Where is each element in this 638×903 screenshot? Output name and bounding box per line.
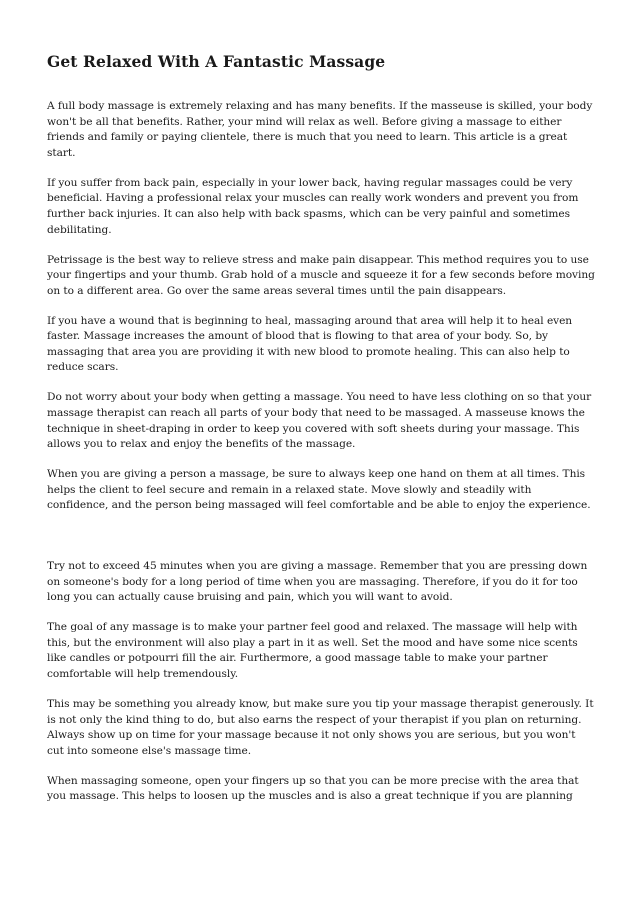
- paragraph-1: A full body massage is extremely relaxing and has many benefits. If the masseuse is skilled, your body won't be all that benefits. Rather, your mind will relax as well. Before giving a massage to either friends and family or paying clientele, there is much that you need to learn. This article is a great start.: [47, 100, 593, 159]
- paragraph-8: The goal of any massage is to make your partner feel good and relaxed. The massage will help with this, but the environment will also play a part in it as well. Set the mood and have some nice scents like candles or potpourri fill the air. Furthermore, a good massage table to make your partner comfortable will help tremendously.: [47, 621, 578, 680]
- document-page: [47, 52, 595, 819]
- paragraph-10: When massaging someone, open your fingers up so that you can be more precise with the area that you massage. This helps to loosen up the muscles and is also a great technique if you are planning: [47, 774, 579, 803]
- paragraph-6: When you are giving a person a massage, be sure to always keep one hand on them at all times. This helps the client to feel secure and remain in a relaxed state. Move slowly and steadily with confidence, and the person being massaged will feel comfortable and be able to enjoy the experience.: [47, 468, 591, 512]
- paragraph-5: Do not worry about your body when getting a massage. You need to have less clothing on so that your massage therapist can reach all parts of your body that need to be massaged. A masseuse knows the technique in sheet-draping in order to keep you covered with soft sheets during your massage. This allows you to relax and enjoy the benefits of the massage.: [47, 391, 592, 451]
- paragraph-4: If you have a wound that is beginning to heal, massaging around that area will help it to heal even faster. Massage increases the amount of blood that is flowing to that area of your body. So, by massaging that area you are providing it with new blood to promote healing. This can also help to reduce scars.: [47, 314, 573, 374]
- paragraph-9: This may be something you already know, but make sure you tip your massage therapist generously. It is not only the kind thing to do, but also earns the respect of your therapist if you plan on returning. Always show up on time for your massage because it not only shows you are serious, but you won't cut into someone else's massage time.: [47, 697, 594, 757]
- paragraph-3: Petrissage is the best way to relieve stress and make pain disappear. This method requires you to use your fingertips and your thumb. Grab hold of a muscle and squeeze it for a few seconds before moving on to a different area. Go over the same areas several times until the pain disappears.: [47, 253, 595, 297]
- paragraph-2: If you suffer from back pain, especially in your lower back, having regular massages could be very beneficial. Having a professional relax your muscles can really work wonders and prevent you from further back injuries. It can also help with back spasms, which can be very painful and sometimes debilitating.: [47, 176, 579, 236]
- paragraph-7: Try not to exceed 45 minutes when you are giving a massage. Remember that you are pressing down on someone's body for a long period of time when you are massaging. Therefore, if you do it for too long you can actually cause bruising and pain, which you will want to avoid.: [47, 560, 588, 604]
- document-title: Get Relaxed With A Fantastic Massage: [47, 52, 386, 71]
